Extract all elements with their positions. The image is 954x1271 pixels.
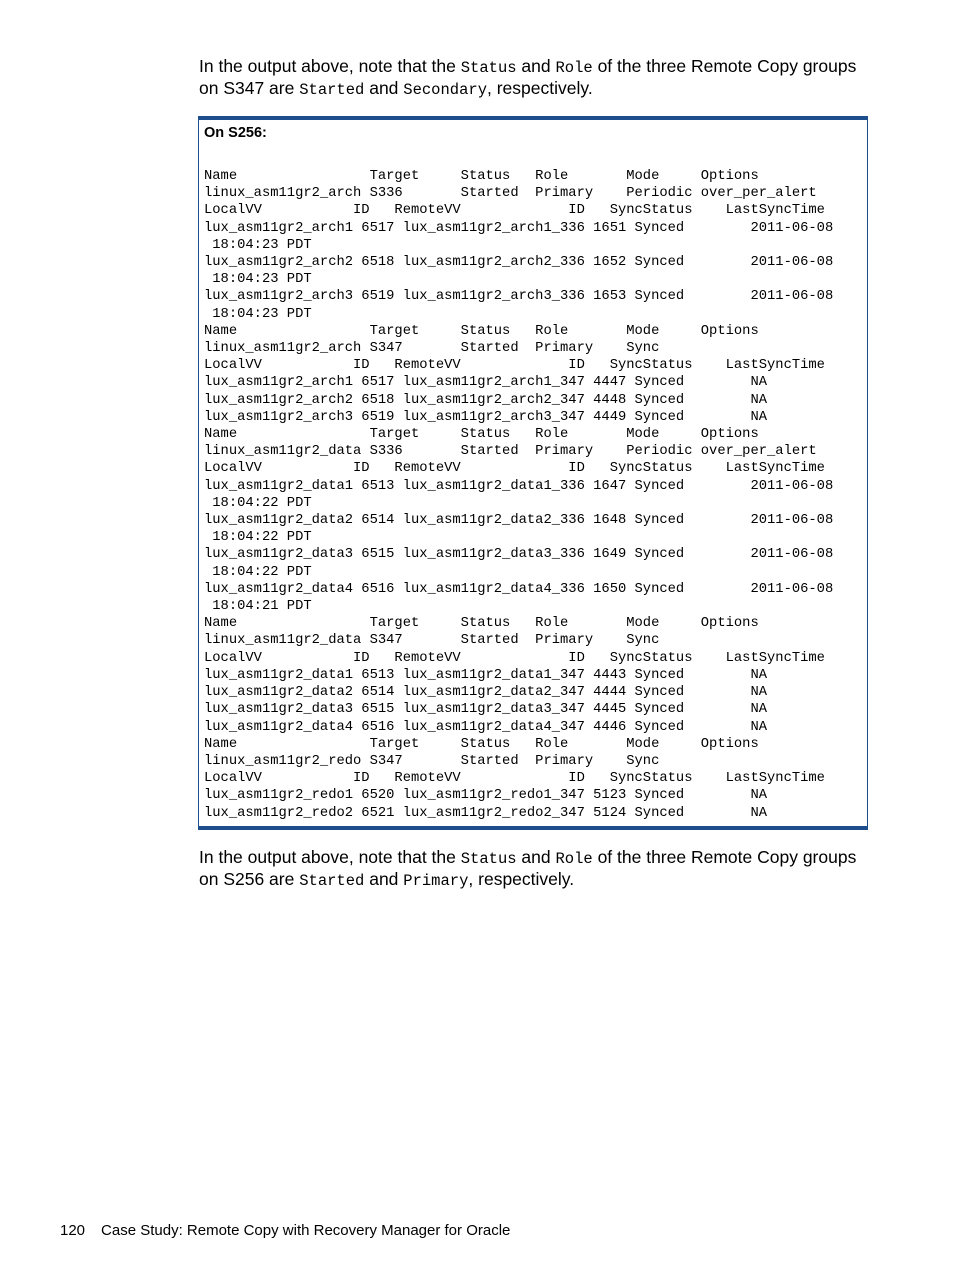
command-output-listing: [204, 168, 833, 822]
paragraph-text: In the output above, note that the: [199, 56, 461, 76]
code-line: lux_asm11gr2_data1 6513 lux_asm11gr2_data1_347 4443 Synced NA: [204, 667, 768, 683]
code-line: lux_asm11gr2_data2 6514 lux_asm11gr2_data2_347 4444 Synced NA: [204, 685, 768, 701]
code-role: Role: [555, 59, 593, 77]
paragraph-text: In the output above, note that the: [199, 847, 461, 867]
code-line: linux_asm11gr2_data S336 Started Primary Periodic over_per_alert: [204, 444, 817, 460]
code-line: 18:04:23 PDT: [204, 237, 312, 253]
code-line: lux_asm11gr2_arch1 6517 lux_asm11gr2_arch1_336 1651 Synced 2011-06-08: [204, 220, 834, 236]
code-line: Name Target Status Role Mode Options: [204, 736, 759, 752]
code-line: 18:04:21 PDT: [204, 599, 312, 615]
paragraph-text: of the three Remote Copy groups on S347 are: [199, 56, 857, 98]
code-line: Name Target Status Role Mode Options: [204, 169, 759, 184]
code-line: linux_asm11gr2_data S347 Started Primary Sync: [204, 633, 660, 649]
paragraph-text: of the three Remote Copy groups on S256 are: [199, 847, 857, 889]
page-footer: [60, 1222, 510, 1239]
code-line: linux_asm11gr2_arch S347 Started Primary Sync: [204, 341, 660, 357]
code-role: Role: [555, 850, 593, 868]
code-line: LocalVV ID RemoteVV ID SyncStatus LastSyncTime: [204, 650, 825, 666]
footer-title: Case Study: Remote Copy with Recovery Manager for Oracle: [101, 1222, 511, 1239]
code-example-box: [198, 116, 868, 830]
paragraph-text: , respectively.: [487, 78, 593, 98]
code-line: LocalVV ID RemoteVV ID SyncStatus LastSyncTime: [204, 771, 825, 787]
code-line: LocalVV ID RemoteVV ID SyncStatus LastSyncTime: [204, 203, 825, 219]
code-line: lux_asm11gr2_arch2 6518 lux_asm11gr2_arch2_347 4448 Synced NA: [204, 392, 768, 408]
paragraph-text: and: [516, 847, 556, 867]
paragraph-text: , respectively.: [468, 869, 575, 889]
intro-paragraph: [199, 56, 879, 100]
paragraph-text: and: [364, 78, 404, 98]
box-heading: On S256:: [204, 125, 267, 141]
code-line: 18:04:22 PDT: [204, 530, 312, 546]
code-status: Status: [460, 850, 517, 868]
code-line: 18:04:22 PDT: [204, 564, 312, 580]
paragraph-text: and: [364, 869, 404, 889]
code-line: lux_asm11gr2_redo2 6521 lux_asm11gr2_redo2_347 5124 Synced NA: [204, 805, 768, 821]
code-status: Status: [460, 59, 517, 77]
code-line: 18:04:22 PDT: [204, 495, 312, 511]
code-line: lux_asm11gr2_data2 6514 lux_asm11gr2_data2_336 1648 Synced 2011-06-08: [204, 513, 834, 529]
code-line: LocalVV ID RemoteVV ID SyncStatus LastSyncTime: [204, 461, 825, 477]
page-number: 120: [60, 1222, 86, 1239]
code-line: LocalVV ID RemoteVV ID SyncStatus LastSyncTime: [204, 358, 825, 374]
code-line: lux_asm11gr2_arch3 6519 lux_asm11gr2_arch3_347 4449 Synced NA: [204, 409, 768, 425]
code-line: 18:04:23 PDT: [204, 306, 312, 322]
code-line: lux_asm11gr2_arch3 6519 lux_asm11gr2_arch3_336 1653 Synced 2011-06-08: [204, 289, 834, 305]
code-line: lux_asm11gr2_arch1 6517 lux_asm11gr2_arch1_347 4447 Synced NA: [204, 375, 768, 391]
code-started: Started: [299, 872, 365, 890]
code-line: lux_asm11gr2_data4 6516 lux_asm11gr2_data4_347 4446 Synced NA: [204, 719, 768, 735]
code-line: lux_asm11gr2_data1 6513 lux_asm11gr2_data1_336 1647 Synced 2011-06-08: [204, 478, 834, 494]
code-line: Name Target Status Role Mode Options: [204, 427, 759, 443]
code-line: linux_asm11gr2_redo S347 Started Primary Sync: [204, 753, 660, 769]
code-line: linux_asm11gr2_arch S336 Started Primary Periodic over_per_alert: [204, 186, 817, 202]
code-line: lux_asm11gr2_arch2 6518 lux_asm11gr2_arch2_336 1652 Synced 2011-06-08: [204, 255, 834, 271]
code-line: Name Target Status Role Mode Options: [204, 616, 759, 632]
code-line: 18:04:23 PDT: [204, 272, 312, 288]
code-line: lux_asm11gr2_data4 6516 lux_asm11gr2_data4_336 1650 Synced 2011-06-08: [204, 581, 834, 597]
code-line: lux_asm11gr2_redo1 6520 lux_asm11gr2_redo1_347 5123 Synced NA: [204, 788, 768, 804]
conclusion-paragraph: [199, 847, 879, 891]
code-secondary: Secondary: [403, 81, 487, 99]
paragraph-text: and: [516, 56, 556, 76]
code-line: lux_asm11gr2_data3 6515 lux_asm11gr2_data3_336 1649 Synced 2011-06-08: [204, 547, 834, 563]
code-line: lux_asm11gr2_data3 6515 lux_asm11gr2_data3_347 4445 Synced NA: [204, 702, 768, 718]
code-started: Started: [299, 81, 365, 99]
code-line: Name Target Status Role Mode Options: [204, 323, 759, 339]
code-primary: Primary: [403, 872, 469, 890]
